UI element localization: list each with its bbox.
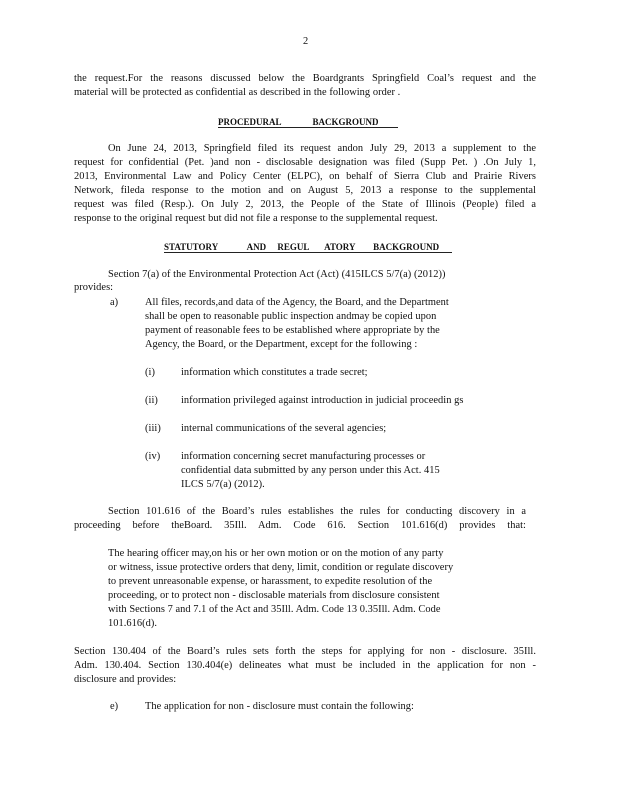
subitem-iv-line-2: confidential data submitted by any person under this Act. 415: [181, 465, 440, 476]
statutory-heading-underline: [164, 252, 452, 253]
quote-line-1: The hearing officer may,on his or her own motion or on the motion of any party: [108, 548, 444, 559]
subitem-iii-marker: (iii): [145, 423, 161, 434]
item-a-line-4: Agency, the Board, or the Department, except for the following :: [145, 339, 418, 350]
procedural-line-4: Network, fileda response to the motion and on August 5, 2013 a response to the supplemental: [74, 185, 536, 196]
quote-line-5: with Sections 7 and 7.1 of the Act and 35Ill. Adm. Code 13 0.35Ill. Adm. Code: [108, 604, 441, 615]
intro-line-2: material will be protected as confidential as described in the following order .: [74, 87, 401, 98]
subitem-i-marker: (i): [145, 367, 155, 378]
item-a-line-1: All files, records,and data of the Agency, the Board, and the Department: [145, 297, 449, 308]
subitem-iv-line-1: information concerning secret manufacturing processes or: [181, 451, 426, 462]
item-a-line-2: shall be open to reasonable public inspection andmay be copied upon: [145, 311, 437, 322]
item-a-line-3: payment of reasonable fees to be established where appropriate by the: [145, 325, 440, 336]
subitem-ii-text: information privileged against introduction in judicial proceedin gs: [181, 395, 464, 406]
quote-line-3: to prevent unreasonable expense, or harassment, to expedite resolution of the: [108, 576, 433, 587]
procedural-line-5: request was filed (Resp.). On July 2, 2013, the People of the State of Illinois (People) filed a: [74, 199, 536, 210]
subitem-iv-line-3: ILCS 5/7(a) (2012).: [181, 479, 265, 490]
subitem-ii-marker: (ii): [145, 395, 158, 406]
item-e-marker: e): [110, 701, 119, 712]
rule-616-line-2: proceeding before theBoard. 35Ill. Adm. Code 616. Section 101.616(d) provides that:: [74, 520, 526, 531]
procedural-line-1: On June 24, 2013, Springfield filed its request andon July 29, 2013 a supplement to the: [108, 143, 536, 154]
statutory-intro-line-2: provides:: [74, 282, 114, 293]
procedural-line-6: response to the original request but did not file a response to the supplemental request.: [74, 213, 438, 224]
subitem-i-text: information which constitutes a trade secret;: [181, 367, 368, 378]
procedural-line-3: 2013, Environmental Law and Policy Center (ELPC), on behalf of Sierra Club and Prairie Rivers: [74, 171, 536, 182]
quote-line-2: or witness, issue protective orders that deny, limit, condition or regulate discovery: [108, 562, 454, 573]
quote-line-6: 101.616(d).: [108, 618, 158, 629]
statutory-intro-line-1: Section 7(a) of the Environmental Protection Act (Act) (415ILCS 5/7(a) (2012)): [108, 269, 446, 280]
intro-line-1: the request.For the reasons discussed below the Boardgrants Springfield Coal’s request and the: [74, 73, 536, 84]
procedural-heading-underline: [218, 127, 398, 128]
statutory-heading: STATUTORY AND REGUL ATORY BACKGROUND: [164, 242, 440, 252]
rule-130-line-2: Adm. 130.404. Section 130.404(e) delineates what must be included in the application for non -: [74, 660, 536, 671]
page-number: 2: [303, 36, 309, 47]
quote-line-4: proceeding, or to protect non - disclosable materials from disclosure consistent: [108, 590, 440, 601]
subitem-iv-marker: (iv): [145, 451, 161, 462]
item-a-marker: a): [110, 297, 119, 308]
subitem-iii-text: internal communications of the several agencies;: [181, 423, 387, 434]
rule-130-line-1: Section 130.404 of the Board’s rules sets forth the steps for applying for non - disclosure. 35Ill.: [74, 646, 536, 657]
rule-616-line-1: Section 101.616 of the Board’s rules establishes the rules for conducting discovery in a: [108, 506, 526, 517]
procedural-line-2: request for confidential (Pet. )and non - disclosable designation was filed (Supp Pet. ) .On July 1,: [74, 157, 536, 168]
rule-130-line-3: disclosure and provides:: [74, 674, 177, 685]
procedural-heading: PROCEDURAL BACKGROUND: [218, 117, 379, 127]
item-e-text: The application for non - disclosure must contain the following:: [145, 701, 414, 712]
